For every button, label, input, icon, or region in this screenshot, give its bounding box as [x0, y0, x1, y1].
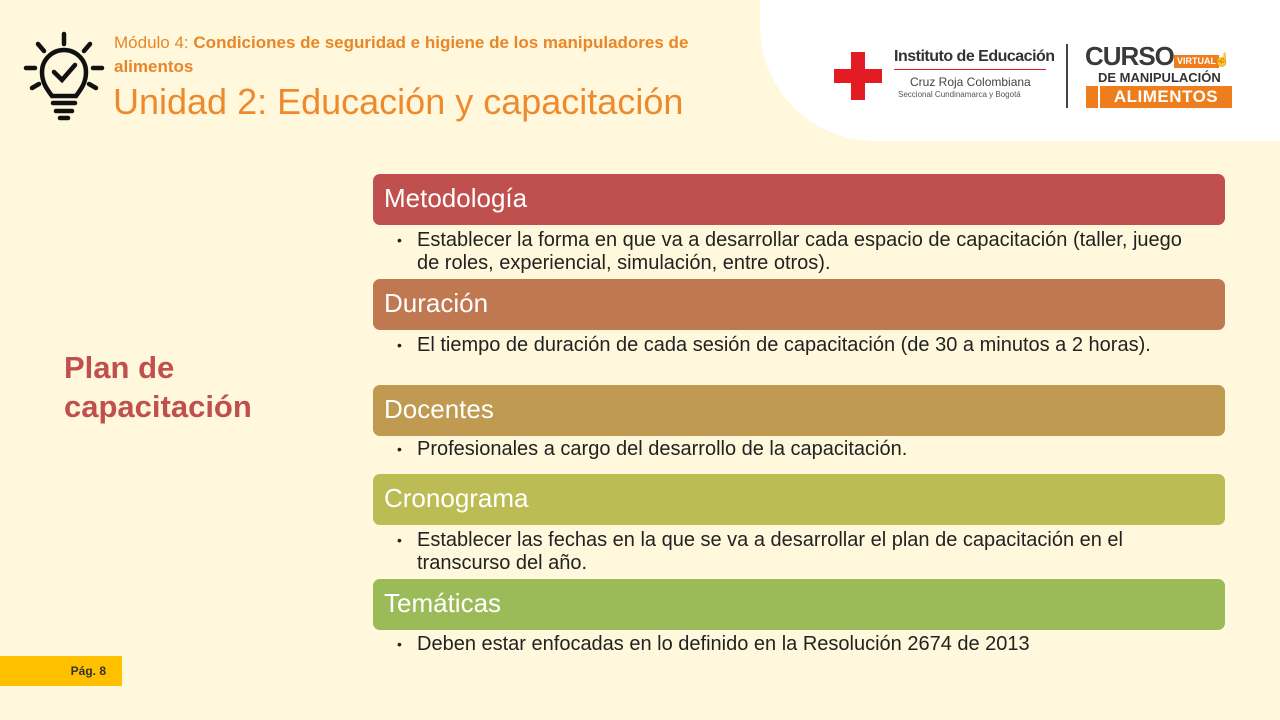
bullet-dot: • [397, 337, 402, 353]
section-bullet-text: Establecer las fechas en la que se va a desarrollar el plan de capacitación en el transcurso del año. [417, 529, 1123, 574]
plan-title: Plan de capacitación [64, 350, 252, 424]
bullet-dot: • [397, 636, 402, 652]
section-bullet-metodologia [397, 229, 1207, 275]
section-bullet-tematicas [397, 633, 1207, 656]
red-cross-icon [834, 52, 882, 100]
course-alimentos: ALIMENTOS [1100, 86, 1232, 108]
module-title: Condiciones de seguridad e higiene de los manipuladores de alimentos [114, 33, 689, 76]
section-heading-metodologia: Metodología [373, 174, 1225, 225]
section-heading-cronograma: Cronograma [373, 474, 1225, 525]
section-bullet-duracion [397, 334, 1207, 357]
institute-subtitle: Cruz Roja Colombiana [910, 75, 1031, 89]
lightbulb-check-icon [22, 30, 106, 122]
section-bullet-text: Establecer la forma en que va a desarrollar cada espacio de capacitación (taller, juego de roles, experiencial, simulación, entre otros). [417, 229, 1182, 274]
section-bullet-cronograma [397, 529, 1207, 575]
virtual-tag: VIRTUAL [1174, 55, 1219, 68]
module-heading [114, 31, 764, 79]
section-bullet-text: Profesionales a cargo del desarrollo de la capacitación. [417, 438, 908, 460]
bullet-dot: • [397, 532, 402, 548]
institute-branch: Seccional Cundinamarca y Bogotá [898, 90, 1021, 99]
section-heading-duracion: Duración [373, 279, 1225, 330]
section-heading-tematicas: Temáticas [373, 579, 1225, 630]
course-word: CURSO [1085, 41, 1174, 71]
section-bullet-docentes [397, 438, 1207, 461]
page-number-tag [0, 656, 122, 686]
institute-logo [834, 48, 1054, 104]
section-heading-docentes: Docentes [373, 385, 1225, 436]
course-subtitle: DE MANIPULACIÓN [1098, 70, 1221, 85]
logo-divider [1066, 44, 1068, 108]
module-prefix: Módulo 4: [114, 33, 189, 52]
bullet-dot: • [397, 232, 402, 248]
section-bullet-text: El tiempo de duración de cada sesión de capacitación (de 30 a minutos a 2 horas). [417, 334, 1151, 356]
course-logo [1082, 42, 1234, 110]
institute-name: Instituto de Educación [894, 48, 1055, 65]
section-bullet-text: Deben estar enfocadas en lo definido en la Resolución 2674 de 2013 [417, 633, 1030, 655]
bullet-dot: • [397, 441, 402, 457]
institute-divider [894, 69, 1046, 70]
unit-title: Unidad 2: Educación y capacitación [113, 81, 684, 122]
page-number: Pág. 8 [70, 664, 106, 678]
hand-icon: ☝ [1214, 52, 1231, 67]
course-de-vertical [1086, 86, 1098, 108]
